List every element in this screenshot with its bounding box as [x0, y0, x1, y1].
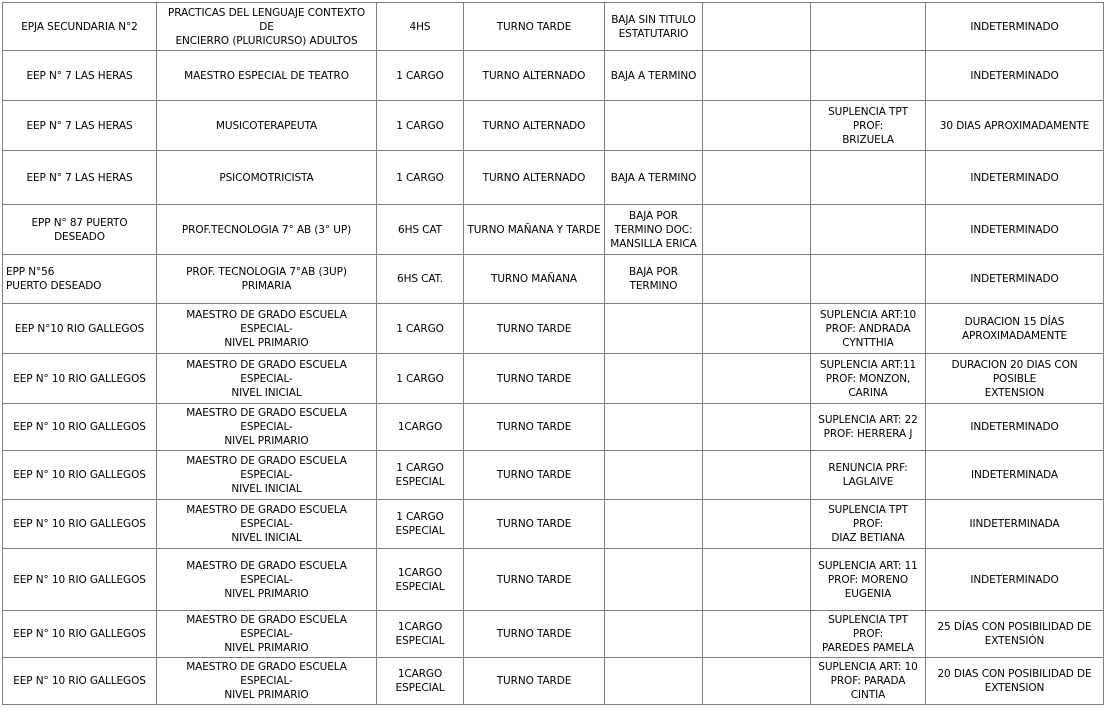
school-cell: EPJA SECUNDARIA N°2 — [3, 3, 157, 51]
hours-cell: 1 CARGO ESPECIAL — [377, 451, 464, 500]
table-row — [3, 451, 1104, 500]
table-row — [3, 611, 1104, 658]
duration-cell: IINDETERMINADA — [926, 500, 1104, 549]
subject-cell: MAESTRO DE GRADO ESCUELA ESPECIAL- NIVEL INICIAL — [157, 500, 377, 549]
substitute-cell: SUPLENCIA TPT PROF: PAREDES PAMELA — [811, 611, 926, 658]
shift-cell: TURNO ALTERNADO — [464, 151, 605, 205]
substitute-cell: SUPLENCIA ART: 22 PROF: HERRERA J — [811, 404, 926, 451]
school-cell: EEP N° 10 RIO GALLEGOS — [3, 451, 157, 500]
hours-cell: 1 CARGO — [377, 304, 464, 354]
table-row — [3, 549, 1104, 611]
blank-cell — [703, 151, 811, 205]
school-cell: EEP N° 7 LAS HERAS — [3, 101, 157, 151]
table-body — [3, 3, 1104, 705]
duration-cell: 25 DÍAS CON POSIBILIDAD DE EXTENSIÓN — [926, 611, 1104, 658]
table-row — [3, 658, 1104, 705]
blank-cell — [703, 658, 811, 705]
subject-cell: PROF. TECNOLOGIA 7°AB (3UP) PRIMARIA — [157, 255, 377, 304]
subject-cell: MAESTRO DE GRADO ESCUELA ESPECIAL- NIVEL PRIMARIO — [157, 404, 377, 451]
school-cell: EEP N° 10 RIO GALLEGOS — [3, 611, 157, 658]
subject-cell: MAESTRO DE GRADO ESCUELA ESPECIAL- NIVEL PRIMARIO — [157, 549, 377, 611]
school-cell: EEP N° 7 LAS HERAS — [3, 51, 157, 101]
reason-cell — [605, 658, 703, 705]
substitute-cell: RENUNCIA PRF: LAGLAIVE — [811, 451, 926, 500]
hours-cell: 1 CARGO — [377, 101, 464, 151]
table-row — [3, 354, 1104, 404]
substitute-cell: SUPLENCIA ART:10 PROF: ANDRADA CYNTTHIA — [811, 304, 926, 354]
shift-cell: TURNO TARDE — [464, 3, 605, 51]
duration-cell: 20 DIAS CON POSIBILIDAD DE EXTENSION — [926, 658, 1104, 705]
table-row — [3, 255, 1104, 304]
subject-cell: PROF.TECNOLOGIA 7° AB (3° UP) — [157, 205, 377, 255]
subject-cell: PRACTICAS DEL LENGUAJE CONTEXTO DE ENCIERRO (PLURICURSO) ADULTOS — [157, 3, 377, 51]
table-row — [3, 404, 1104, 451]
blank-cell — [703, 51, 811, 101]
substitute-cell — [811, 255, 926, 304]
subject-cell: MAESTRO DE GRADO ESCUELA ESPECIAL- NIVEL PRIMARIO — [157, 304, 377, 354]
blank-cell — [703, 354, 811, 404]
reason-cell: BAJA SIN TITULO ESTATUTARIO — [605, 3, 703, 51]
school-cell: EEP N° 10 RIO GALLEGOS — [3, 354, 157, 404]
hours-cell: 6HS CAT. — [377, 255, 464, 304]
shift-cell: TURNO TARDE — [464, 500, 605, 549]
blank-cell — [703, 255, 811, 304]
reason-cell — [605, 451, 703, 500]
duration-cell: DURACION 15 DÍAS APROXIMADAMENTE — [926, 304, 1104, 354]
duration-cell: INDETERMINADO — [926, 51, 1104, 101]
substitute-cell — [811, 151, 926, 205]
school-cell: EEP N° 10 RIO GALLEGOS — [3, 404, 157, 451]
reason-cell — [605, 304, 703, 354]
substitute-cell — [811, 51, 926, 101]
blank-cell — [703, 611, 811, 658]
hours-cell: 6HS CAT — [377, 205, 464, 255]
blank-cell — [703, 549, 811, 611]
reason-cell: BAJA A TERMINO — [605, 151, 703, 205]
substitute-cell: SUPLENCIA ART: 11 PROF: MORENO EUGENIA — [811, 549, 926, 611]
vacancies-table — [2, 2, 1104, 705]
substitute-cell: SUPLENCIA ART: 10 PROF: PARADA CINTIA — [811, 658, 926, 705]
subject-cell: MAESTRO DE GRADO ESCUELA ESPECIAL- NIVEL INICIAL — [157, 451, 377, 500]
reason-cell — [605, 354, 703, 404]
substitute-cell: SUPLENCIA TPT PROF: DIAZ BETIANA — [811, 500, 926, 549]
shift-cell: TURNO TARDE — [464, 404, 605, 451]
subject-cell: MAESTRO DE GRADO ESCUELA ESPECIAL- NIVEL PRIMARIO — [157, 658, 377, 705]
hours-cell: 1 CARGO — [377, 51, 464, 101]
shift-cell: TURNO TARDE — [464, 451, 605, 500]
hours-cell: 1CARGO — [377, 404, 464, 451]
duration-cell: INDETERMINADO — [926, 3, 1104, 51]
shift-cell: TURNO TARDE — [464, 658, 605, 705]
duration-cell: 30 DIAS APROXIMADAMENTE — [926, 101, 1104, 151]
table-row — [3, 205, 1104, 255]
shift-cell: TURNO TARDE — [464, 611, 605, 658]
reason-cell — [605, 101, 703, 151]
school-cell: EPP N° 87 PUERTO DESEADO — [3, 205, 157, 255]
substitute-cell: SUPLENCIA TPT PROF: BRIZUELA — [811, 101, 926, 151]
reason-cell — [605, 611, 703, 658]
reason-cell — [605, 549, 703, 611]
shift-cell: TURNO MAÑANA Y TARDE — [464, 205, 605, 255]
school-cell: EEP N° 7 LAS HERAS — [3, 151, 157, 205]
substitute-cell: SUPLENCIA ART:11 PROF: MONZON, CARINA — [811, 354, 926, 404]
blank-cell — [703, 3, 811, 51]
hours-cell: 1CARGO ESPECIAL — [377, 658, 464, 705]
school-cell: EEP N° 10 RIO GALLEGOS — [3, 500, 157, 549]
reason-cell — [605, 500, 703, 549]
duration-cell: INDETERMINADO — [926, 205, 1104, 255]
table-row — [3, 3, 1104, 51]
reason-cell — [605, 404, 703, 451]
shift-cell: TURNO TARDE — [464, 304, 605, 354]
hours-cell: 1CARGO ESPECIAL — [377, 611, 464, 658]
table-row — [3, 500, 1104, 549]
duration-cell: INDETERMINADO — [926, 404, 1104, 451]
shift-cell: TURNO TARDE — [464, 549, 605, 611]
reason-cell: BAJA POR TERMINO — [605, 255, 703, 304]
blank-cell — [703, 205, 811, 255]
duration-cell: INDETERMINADO — [926, 151, 1104, 205]
shift-cell: TURNO ALTERNADO — [464, 51, 605, 101]
hours-cell: 1 CARGO — [377, 151, 464, 205]
hours-cell: 1 CARGO ESPECIAL — [377, 500, 464, 549]
hours-cell: 1CARGO ESPECIAL — [377, 549, 464, 611]
hours-cell: 1 CARGO — [377, 354, 464, 404]
subject-cell: PSICOMOTRICISTA — [157, 151, 377, 205]
blank-cell — [703, 451, 811, 500]
shift-cell: TURNO ALTERNADO — [464, 101, 605, 151]
substitute-cell — [811, 205, 926, 255]
shift-cell: TURNO MAÑANA — [464, 255, 605, 304]
duration-cell: INDETERMINADA — [926, 451, 1104, 500]
hours-cell: 4HS — [377, 3, 464, 51]
school-cell: EEP N° 10 RIO GALLEGOS — [3, 658, 157, 705]
duration-cell: DURACION 20 DIAS CON POSIBLE EXTENSION — [926, 354, 1104, 404]
subject-cell: MUSICOTERAPEUTA — [157, 101, 377, 151]
duration-cell: INDETERMINADO — [926, 549, 1104, 611]
school-cell: EEP N°10 RIO GALLEGOS — [3, 304, 157, 354]
subject-cell: MAESTRO DE GRADO ESCUELA ESPECIAL- NIVEL INICIAL — [157, 354, 377, 404]
school-cell: EEP N° 10 RIO GALLEGOS — [3, 549, 157, 611]
reason-cell: BAJA POR TERMINO DOC: MANSILLA ERICA — [605, 205, 703, 255]
blank-cell — [703, 500, 811, 549]
table-row — [3, 51, 1104, 101]
blank-cell — [703, 101, 811, 151]
blank-cell — [703, 304, 811, 354]
table-row — [3, 304, 1104, 354]
subject-cell: MAESTRO ESPECIAL DE TEATRO — [157, 51, 377, 101]
table-row — [3, 151, 1104, 205]
reason-cell: BAJA A TERMINO — [605, 51, 703, 101]
school-cell: EPP N°56 PUERTO DESEADO — [3, 255, 157, 304]
blank-cell — [703, 404, 811, 451]
subject-cell: MAESTRO DE GRADO ESCUELA ESPECIAL- NIVEL PRIMARIO — [157, 611, 377, 658]
table-row — [3, 101, 1104, 151]
duration-cell: INDETERMINADO — [926, 255, 1104, 304]
substitute-cell — [811, 3, 926, 51]
shift-cell: TURNO TARDE — [464, 354, 605, 404]
